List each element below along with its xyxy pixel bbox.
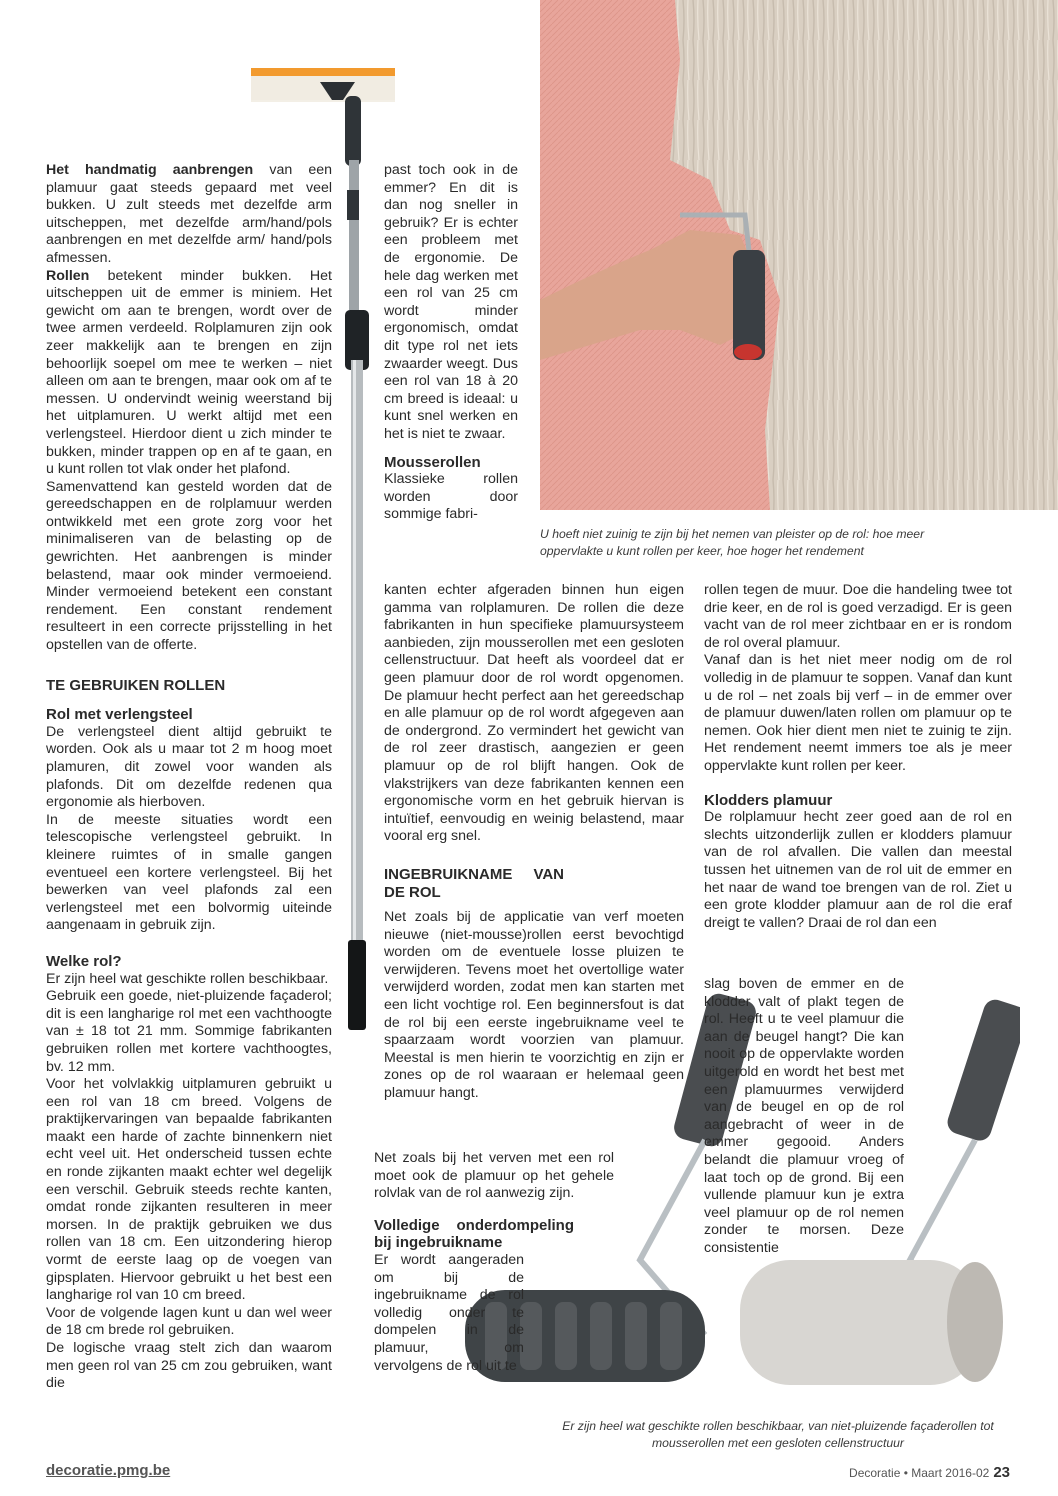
paragraph: Klassieke rollen worden door sommige fabri-: [384, 471, 518, 523]
issue-label: Decoratie • Maart 2016-02: [849, 1466, 990, 1480]
section-heading: INGEBRUIKNAME VAN DE ROL: [384, 865, 564, 901]
paragraph: kanten echter afgeraden binnen hun eigen gamma van rolplamuren. De rollen die deze fabrikanten in hun specifieke plamuursysteem aanbieden, zijn mousserollen met een gesloten cellenstructuur. Dat heeft als voordeel dat er geen plamuur door de rol wordt opgenomen. De plamuur hecht perfect aan het gereedschap en alle plamuur op de rol wordt afgegeven aan de ondergrond. Zo vermindert het gewicht van de rol zeer drastisch, aangezien er geen plamuur op de rol blijft hangen. Ook de vlakstrijkers van deze fabrikanten kennen een ergonomische vorm en het gebruik hiervan is intuïtief, eenvoudig en weinig belastend, maar vooral erg snel.: [384, 582, 684, 845]
footer-website-link[interactable]: decoratie.pmg.be: [46, 1462, 171, 1479]
paragraph: In de meeste situaties wordt een telescopische verlengsteel gebruikt. In kleinere ruimtes of in smalle gangen eventueel een kortere verlengsteel. Bij het bewerken van veel plafonds zal een verlengsteel met een bolvormig uiteinde aangenaam in gebruik zijn.: [46, 811, 332, 934]
paragraph: Vanaf dan is het niet meer nodig om de rol volledig in de plamuur te soppen. Vanaf dan kunt u de rol – net zoals bij verf – in de emmer over de plamuur duwen/laten rollen om plamuur op te nemen. Ook hier dient men niet te zuinig te zijn. Het rendement neemt immers toe als je meer oppervlakte kunt rollen per keer.: [704, 652, 1012, 774]
column-2-bottom: [374, 1150, 614, 1375]
paragraph: [46, 162, 332, 268]
paragraph: rollen tegen de muur. Doe die handeling twee tot drie keer, en de rol is goed verzadigd. Er is geen vacht van de rol meer zichtbaar en er is rondom de rol overal plamuur.: [704, 582, 1012, 651]
lead-phrase: Rollen: [46, 267, 90, 284]
page-number: 23: [993, 1464, 1010, 1481]
subheading: Mousserollen: [384, 453, 481, 471]
subheading: Klodders plamuur: [704, 791, 833, 809]
paragraph-text: betekent minder bukken. Het uitscheppen uit de emmer is miniem. Het gewicht om aan te brengen, wordt over de twee armen verdeeld. Rolplamuren zijn ook zeer makkelijk aan te brengen en zijn behoorlijk soepel om mee te werken – niet alleen om aan te brengen, maar ook om af te messen. U ondervindt weinig weerstand bij het uitplamuren. U werkt altijd met een verlengsteel. Hierdoor dient u zich minder te bukken, minder trappen op en af te gaan, en u kunt rollen tot vlak onder het plafond.: [46, 267, 332, 478]
paragraph: Er wordt aangeraden om bij de ingebruikname de rol volledig onder te dompelen in de plamuur, om vervolgens de rol uit te: [374, 1251, 524, 1374]
paragraph: Voor de volgende lagen kunt u dan wel weer de 18 cm brede rol gebruiken.: [46, 1304, 332, 1339]
footer-issue: [849, 1464, 1010, 1481]
column-3-lower: [704, 976, 904, 1258]
column-1: [46, 162, 332, 1393]
paragraph: De logische vraag stelt zich dan waarom men geen rol van 25 cm zou gebruiken, want die: [46, 1340, 332, 1392]
paragraph: Samenvattend kan gesteld worden dat de gereedschappen en de rolplamuur werden ontwikkeld met een grote zorg voor het minimaliseren van de belasting op de gewrichten. Het aanbrengen is minder belastend, maar ook minder vermoeiend. Minder vermoeiend betekent een constant rendement. Een constant rendement resulteert in een correcte prijsstelling in het opstellen van de offerte.: [46, 478, 332, 654]
paragraph-text: van een plamuur gaat steeds gepaard met veel bukken. U zult steeds met dezelfde arm uitscheppen, met dezelfde arm/hand/pols aanbrengen en met dezelfde arm/ hand/pols afmessen.: [46, 162, 332, 266]
paragraph: Net zoals bij de applicatie van verf moeten nieuwe (niet-mousse)rollen eerst bevochtigd worden om de eventuele losse pluizen te verwijderen. Tevens moet het overtollige water verwijderd worden, zodat men kan starten met een licht vochtige rol. Een beginnersfout is dat de rol bij een eerste ingebruikname veel te spaarzaam wordt voorzien van plamuur. Meestal is men hierin te voorzichtig en zijn er zones op de rol waaraan er helemaal geen plamuur hangt.: [384, 909, 684, 1102]
paragraph: Net zoals bij het verven met een rol moet ook de plamuur op het gehele rolvlak van de rol aanwezig zijn.: [374, 1150, 614, 1202]
paragraph: De rolplamuur hecht zeer goed aan de rol en slechts uitzonderlijk zullen er klodders plamuur van de rol afvallen. Die vallen dan meestal tussen het uitnemen van de rol uit de emmer en het naar de wand toe brengen van de rol. Ziet u een grote klodder plamuur aan de rol die eraf dreigt te vallen? Draai de rol dan een: [704, 809, 1012, 931]
section-heading: TE GEBRUIKEN ROLLEN: [46, 676, 226, 694]
subheading: Welke rol?: [46, 952, 122, 970]
wall-rolling-photo: [540, 0, 1058, 510]
paragraph: Er zijn heel wat geschikte rollen beschikbaar.: [46, 970, 329, 987]
paragraph: [46, 268, 332, 479]
subheading: Rol met verlengsteel: [46, 706, 193, 724]
column-2-upper: [384, 162, 518, 524]
subheading: Volledige onderdompeling bij ingebruikname: [374, 1216, 574, 1252]
paragraph: slag boven de emmer en de klodder valt of plakt tegen de rol. Heeft u te veel plamuur die aan de beugel hangt? Die kan nooit op de oppervlakte worden uitgerold en wordt het best met een plamuurmes verwijderd van de beugel en op de rol aangebracht of weer in de emmer gegooid. Anders belandt die plamuur vroeg of laat toch op de grond. Bij een vullende plamuur kun je extra veel plamuur op de rol nemen zonder te morsen. Deze consistentie: [704, 976, 904, 1256]
lead-phrase: Het handmatig aanbrengen: [46, 162, 254, 178]
column-2-lower: [384, 582, 684, 1103]
paragraph: De verlengsteel dient altijd gebruikt te worden. Ook als u maar tot 2 m hoog moet plamuren, dit zowel voor wanden als plafonds. Dit om dezelfde redenen qua ergonomie als hierboven.: [46, 723, 332, 811]
paragraph: past toch ook in de emmer? En dit is dan nog sneller in gebruik? Er is echter een probleem met de ergonomie. De hele dag werken met een rol van 25 cm wordt minder ergonomisch, omdat dit type rol net iets zwaarder weegt. Dus een rol van 18 à 20 cm breed is ideaal: u kunt snel werken en het is niet te zwaar.: [384, 162, 518, 442]
photo-caption-bottom: Er zijn heel wat geschikte rollen beschikbaar, van niet-pluizende façaderollen tot mousserollen met een gesloten cellenstructuur: [562, 1419, 994, 1450]
column-3: [704, 582, 1012, 932]
paragraph: Gebruik een goede, niet-pluizende façaderol; dit is een langharige rol met een vachthoogte van ± 18 tot 21 mm. Sommige fabrikanten gebruiken rollen met kortere vachthoogtes, bv. 12 mm.: [46, 988, 332, 1075]
photo-caption-top: U hoeft niet zuinig te zijn bij het nemen van pleister op de rol: hoe meer oppervlakte u kunt rollen per keer, hoe hoger het rendement: [540, 527, 925, 558]
paragraph: Voor het volvlakkig uitplamuren gebruikt u een rol van 18 cm breed. Volgens de praktijkervaringen van bepaalde fabrikanten maakt een harde of zachte binnenkern niet echt veel uit. Het onderscheid tussen echte en ronde zijkanten maakt echter wel degelijk een verschil. Gebruik steeds rechte kanten, omdat ronde zijkanten resulteren in meer morsen. In de praktijk gebruiken we dus rollen van 18 cm. Een uitzondering hierop vormt de eerste laag op de voegen van gipsplaten. Hiervoor gebruikt u het best een langharige rol van 10 cm breed.: [46, 1076, 332, 1304]
